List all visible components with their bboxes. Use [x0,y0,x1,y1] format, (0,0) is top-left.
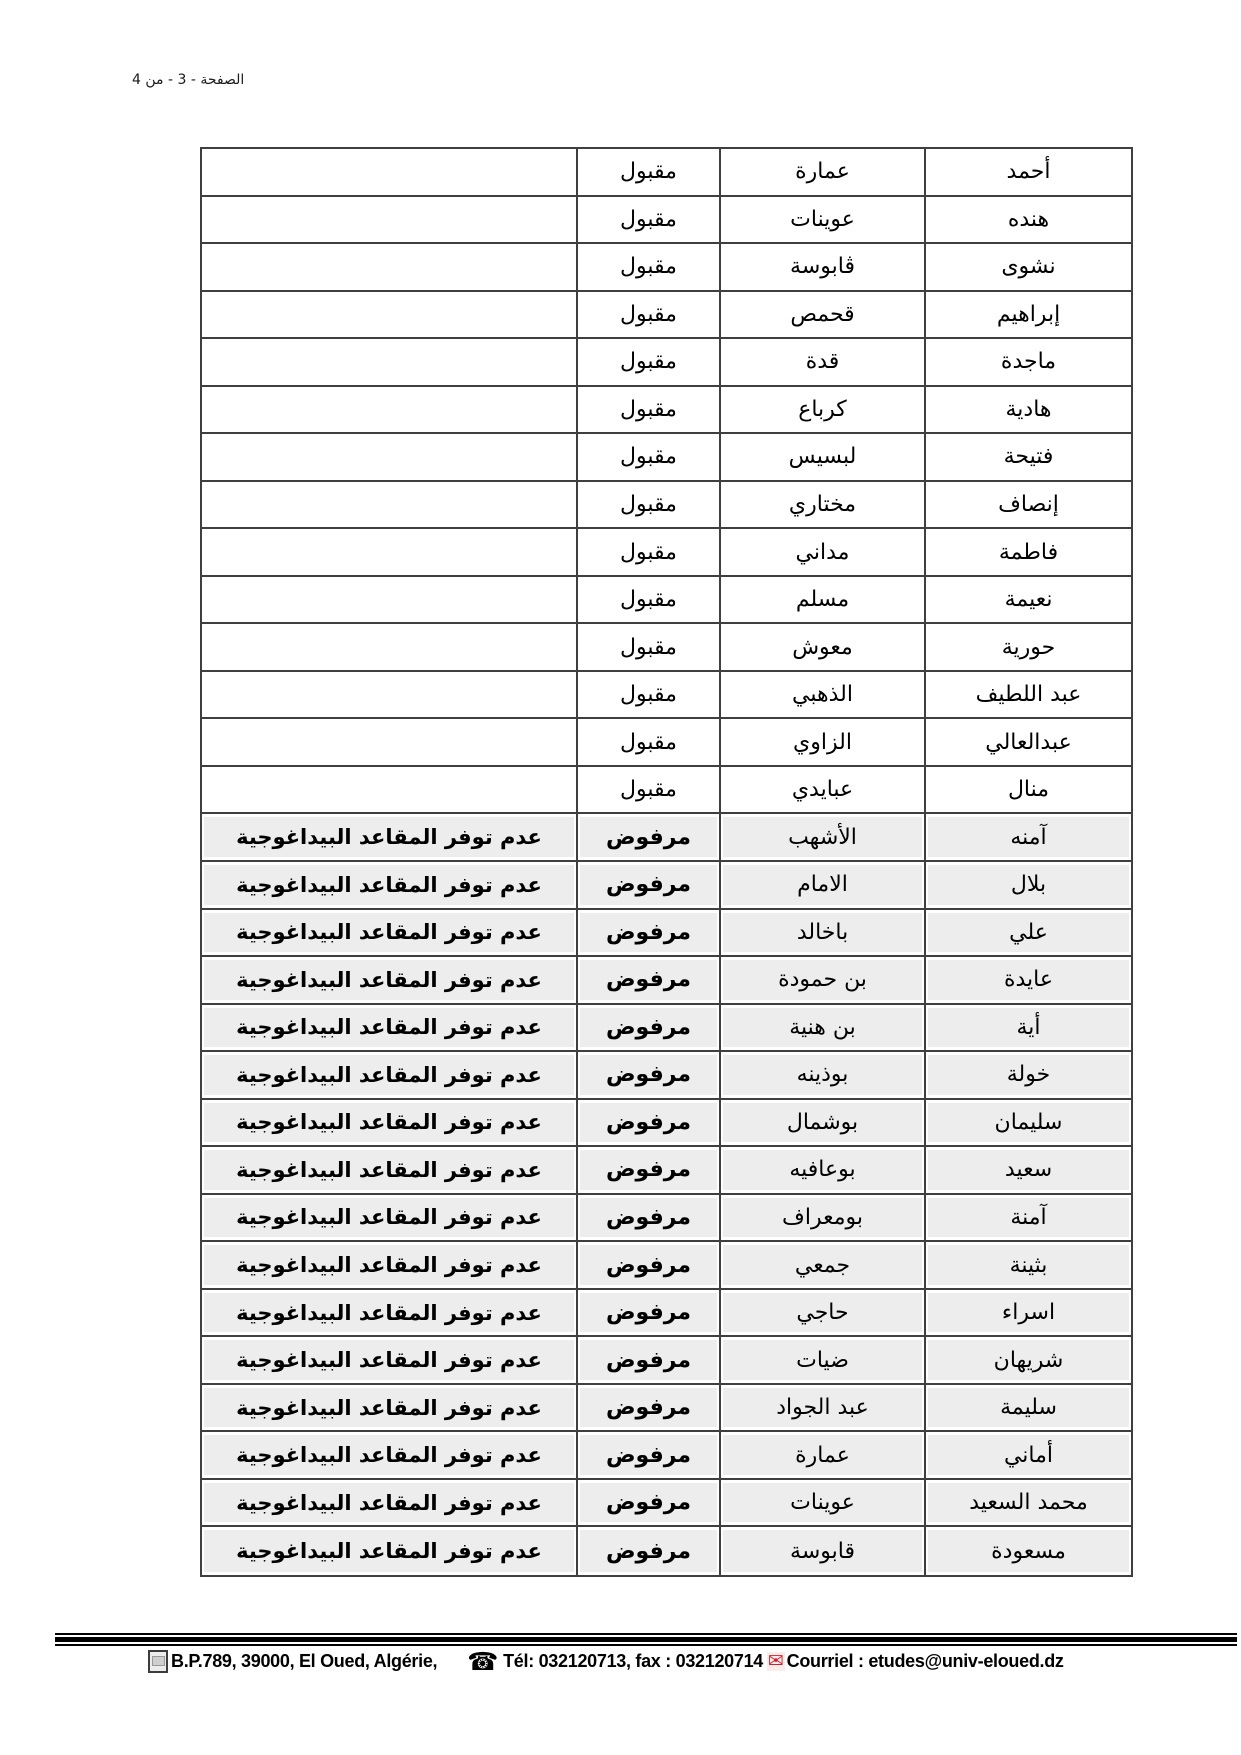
table-row [202,1290,1131,1338]
cell-decision: مرفوض [578,957,721,1003]
table-row [202,149,1131,197]
cell-last: بن حمودة [721,957,926,1003]
cell-reason: عدم توفر المقاعد البيداغوجية [202,1147,578,1193]
cell-decision: مقبول [578,719,721,765]
cell-last: عوينات [721,197,926,243]
cell-decision: مقبول [578,672,721,718]
cell-last: ضيات [721,1337,926,1383]
cell-first: أحمد [926,149,1131,195]
cell-last: عبايدي [721,767,926,813]
cell-decision: مقبول [578,529,721,575]
cell-last: حاجي [721,1290,926,1336]
results-table [200,147,1133,1577]
cell-reason: عدم توفر المقاعد البيداغوجية [202,1100,578,1146]
cell-decision: مرفوض [578,1195,721,1241]
cell-last: قابوسة [721,1527,926,1575]
table-row [202,1195,1131,1243]
cell-reason [202,719,578,765]
footer-email: Courriel : etudes@univ-eloued.dz [786,1650,1064,1671]
cell-decision: مرفوض [578,1385,721,1431]
cell-reason: عدم توفر المقاعد البيداغوجية [202,1052,578,1098]
cell-first: أية [926,1005,1131,1051]
cell-last: معوش [721,624,926,670]
cell-reason: عدم توفر المقاعد البيداغوجية [202,814,578,860]
table-row [202,1242,1131,1290]
cell-reason [202,434,578,480]
cell-decision: مقبول [578,339,721,385]
table-row [202,672,1131,720]
cell-reason: عدم توفر المقاعد البيداغوجية [202,910,578,956]
cell-reason [202,672,578,718]
cell-first: بلال [926,862,1131,908]
cell-last: عوينات [721,1480,926,1526]
cell-first: إبراهيم [926,292,1131,338]
table-row [202,244,1131,292]
cell-decision: مرفوض [578,1480,721,1526]
table-row [202,814,1131,862]
cell-first: إنصاف [926,482,1131,528]
cell-reason [202,244,578,290]
cell-last: الزاوي [721,719,926,765]
table-row [202,387,1131,435]
cell-reason: عدم توفر المقاعد البيداغوجية [202,1432,578,1478]
cell-first: شريهان [926,1337,1131,1383]
cell-last: الامام [721,862,926,908]
cell-decision: مقبول [578,244,721,290]
cell-first: بثينة [926,1242,1131,1288]
footer [148,1646,1064,1676]
table-row [202,1527,1131,1575]
table-row [202,529,1131,577]
cell-decision: مرفوض [578,1147,721,1193]
table-row [202,910,1131,958]
cell-last: عبد الجواد [721,1385,926,1431]
cell-last: ڤابوسة [721,244,926,290]
table-row [202,957,1131,1005]
cell-first: اسراء [926,1290,1131,1336]
cell-decision: مقبول [578,197,721,243]
cell-reason: عدم توفر المقاعد البيداغوجية [202,1385,578,1431]
footer-phone: Tél: 032120713, fax : 032120714 [503,1650,764,1671]
cell-reason [202,624,578,670]
cell-reason: عدم توفر المقاعد البيداغوجية [202,1195,578,1241]
cell-last: عمارة [721,1432,926,1478]
cell-decision: مرفوض [578,862,721,908]
cell-decision: مقبول [578,767,721,813]
cell-decision: مقبول [578,434,721,480]
cell-reason [202,292,578,338]
table-row [202,1005,1131,1053]
cell-reason: عدم توفر المقاعد البيداغوجية [202,1005,578,1051]
cell-decision: مرفوض [578,1100,721,1146]
cell-first: آمنة [926,1195,1131,1241]
cell-reason [202,149,578,195]
cell-last: بوعافيه [721,1147,926,1193]
cell-first: سليمان [926,1100,1131,1146]
cell-reason: عدم توفر المقاعد البيداغوجية [202,957,578,1003]
table-row [202,767,1131,815]
cell-last: عمارة [721,149,926,195]
table-row [202,339,1131,387]
cell-first: سليمة [926,1385,1131,1431]
cell-first: منال [926,767,1131,813]
table-row [202,577,1131,625]
cell-first: آمنه [926,814,1131,860]
footer-rule [55,1633,1237,1646]
cell-last: بومعراف [721,1195,926,1241]
cell-reason [202,577,578,623]
cell-decision: مرفوض [578,1432,721,1478]
cell-last: الأشهب [721,814,926,860]
cell-first: علي [926,910,1131,956]
cell-decision: مقبول [578,387,721,433]
phone-icon: ☎ [467,1646,499,1676]
cell-last: قحمص [721,292,926,338]
table-row [202,482,1131,530]
cell-first: فاطمة [926,529,1131,575]
cell-first: عبد اللطيف [926,672,1131,718]
cell-decision: مقبول [578,292,721,338]
cell-decision: مقبول [578,149,721,195]
cell-last: بوذينه [721,1052,926,1098]
cell-first: نعيمة [926,577,1131,623]
table-row [202,624,1131,672]
cell-last: قدة [721,339,926,385]
cell-decision: مرفوض [578,910,721,956]
cell-decision: مرفوض [578,1005,721,1051]
table-row [202,1432,1131,1480]
cell-first: عبدالعالي [926,719,1131,765]
cell-reason [202,387,578,433]
cell-decision: مقبول [578,577,721,623]
footer-address: B.P.789, 39000, El Oued, Algérie, [171,1650,438,1671]
courriel-icon: ✉ [768,1649,784,1672]
cell-last: جمعي [721,1242,926,1288]
cell-first: خولة [926,1052,1131,1098]
cell-last: مختاري [721,482,926,528]
cell-last: مسلم [721,577,926,623]
cell-reason: عدم توفر المقاعد البيداغوجية [202,1337,578,1383]
table-row [202,719,1131,767]
cell-decision: مرفوض [578,1290,721,1336]
cell-first: ماجدة [926,339,1131,385]
cell-reason: عدم توفر المقاعد البيداغوجية [202,1242,578,1288]
page-number: الصفحة - 3 - من 4 [132,72,245,88]
cell-reason [202,482,578,528]
cell-reason [202,767,578,813]
cell-first: محمد السعيد [926,1480,1131,1526]
table-row [202,197,1131,245]
cell-last: الذهبي [721,672,926,718]
cell-last: لبسيس [721,434,926,480]
cell-first: أماني [926,1432,1131,1478]
cell-reason [202,339,578,385]
cell-last: بن هنية [721,1005,926,1051]
cell-first: نشوى [926,244,1131,290]
cell-decision: مرفوض [578,1337,721,1383]
table-row [202,862,1131,910]
cell-first: هادية [926,387,1131,433]
cell-last: مداني [721,529,926,575]
cell-last: كرباع [721,387,926,433]
cell-decision: مقبول [578,482,721,528]
cell-first: هنده [926,197,1131,243]
cell-decision: مرفوض [578,1052,721,1098]
cell-first: فتيحة [926,434,1131,480]
cell-decision: مقبول [578,624,721,670]
table-row [202,1480,1131,1528]
table-row [202,1385,1131,1433]
cell-decision: مرفوض [578,1242,721,1288]
envelope-icon [148,1650,168,1673]
cell-reason [202,529,578,575]
table-row [202,1100,1131,1148]
table-row [202,1337,1131,1385]
cell-first: سعيد [926,1147,1131,1193]
cell-first: مسعودة [926,1527,1131,1575]
cell-first: عايدة [926,957,1131,1003]
cell-decision: مرفوض [578,1527,721,1575]
cell-reason [202,197,578,243]
table-row [202,292,1131,340]
cell-first: حورية [926,624,1131,670]
cell-reason: عدم توفر المقاعد البيداغوجية [202,1480,578,1526]
cell-last: باخالد [721,910,926,956]
table-row [202,1052,1131,1100]
cell-reason: عدم توفر المقاعد البيداغوجية [202,862,578,908]
cell-decision: مرفوض [578,814,721,860]
table-row [202,434,1131,482]
cell-reason: عدم توفر المقاعد البيداغوجية [202,1527,578,1575]
cell-reason: عدم توفر المقاعد البيداغوجية [202,1290,578,1336]
cell-last: بوشمال [721,1100,926,1146]
table-row [202,1147,1131,1195]
